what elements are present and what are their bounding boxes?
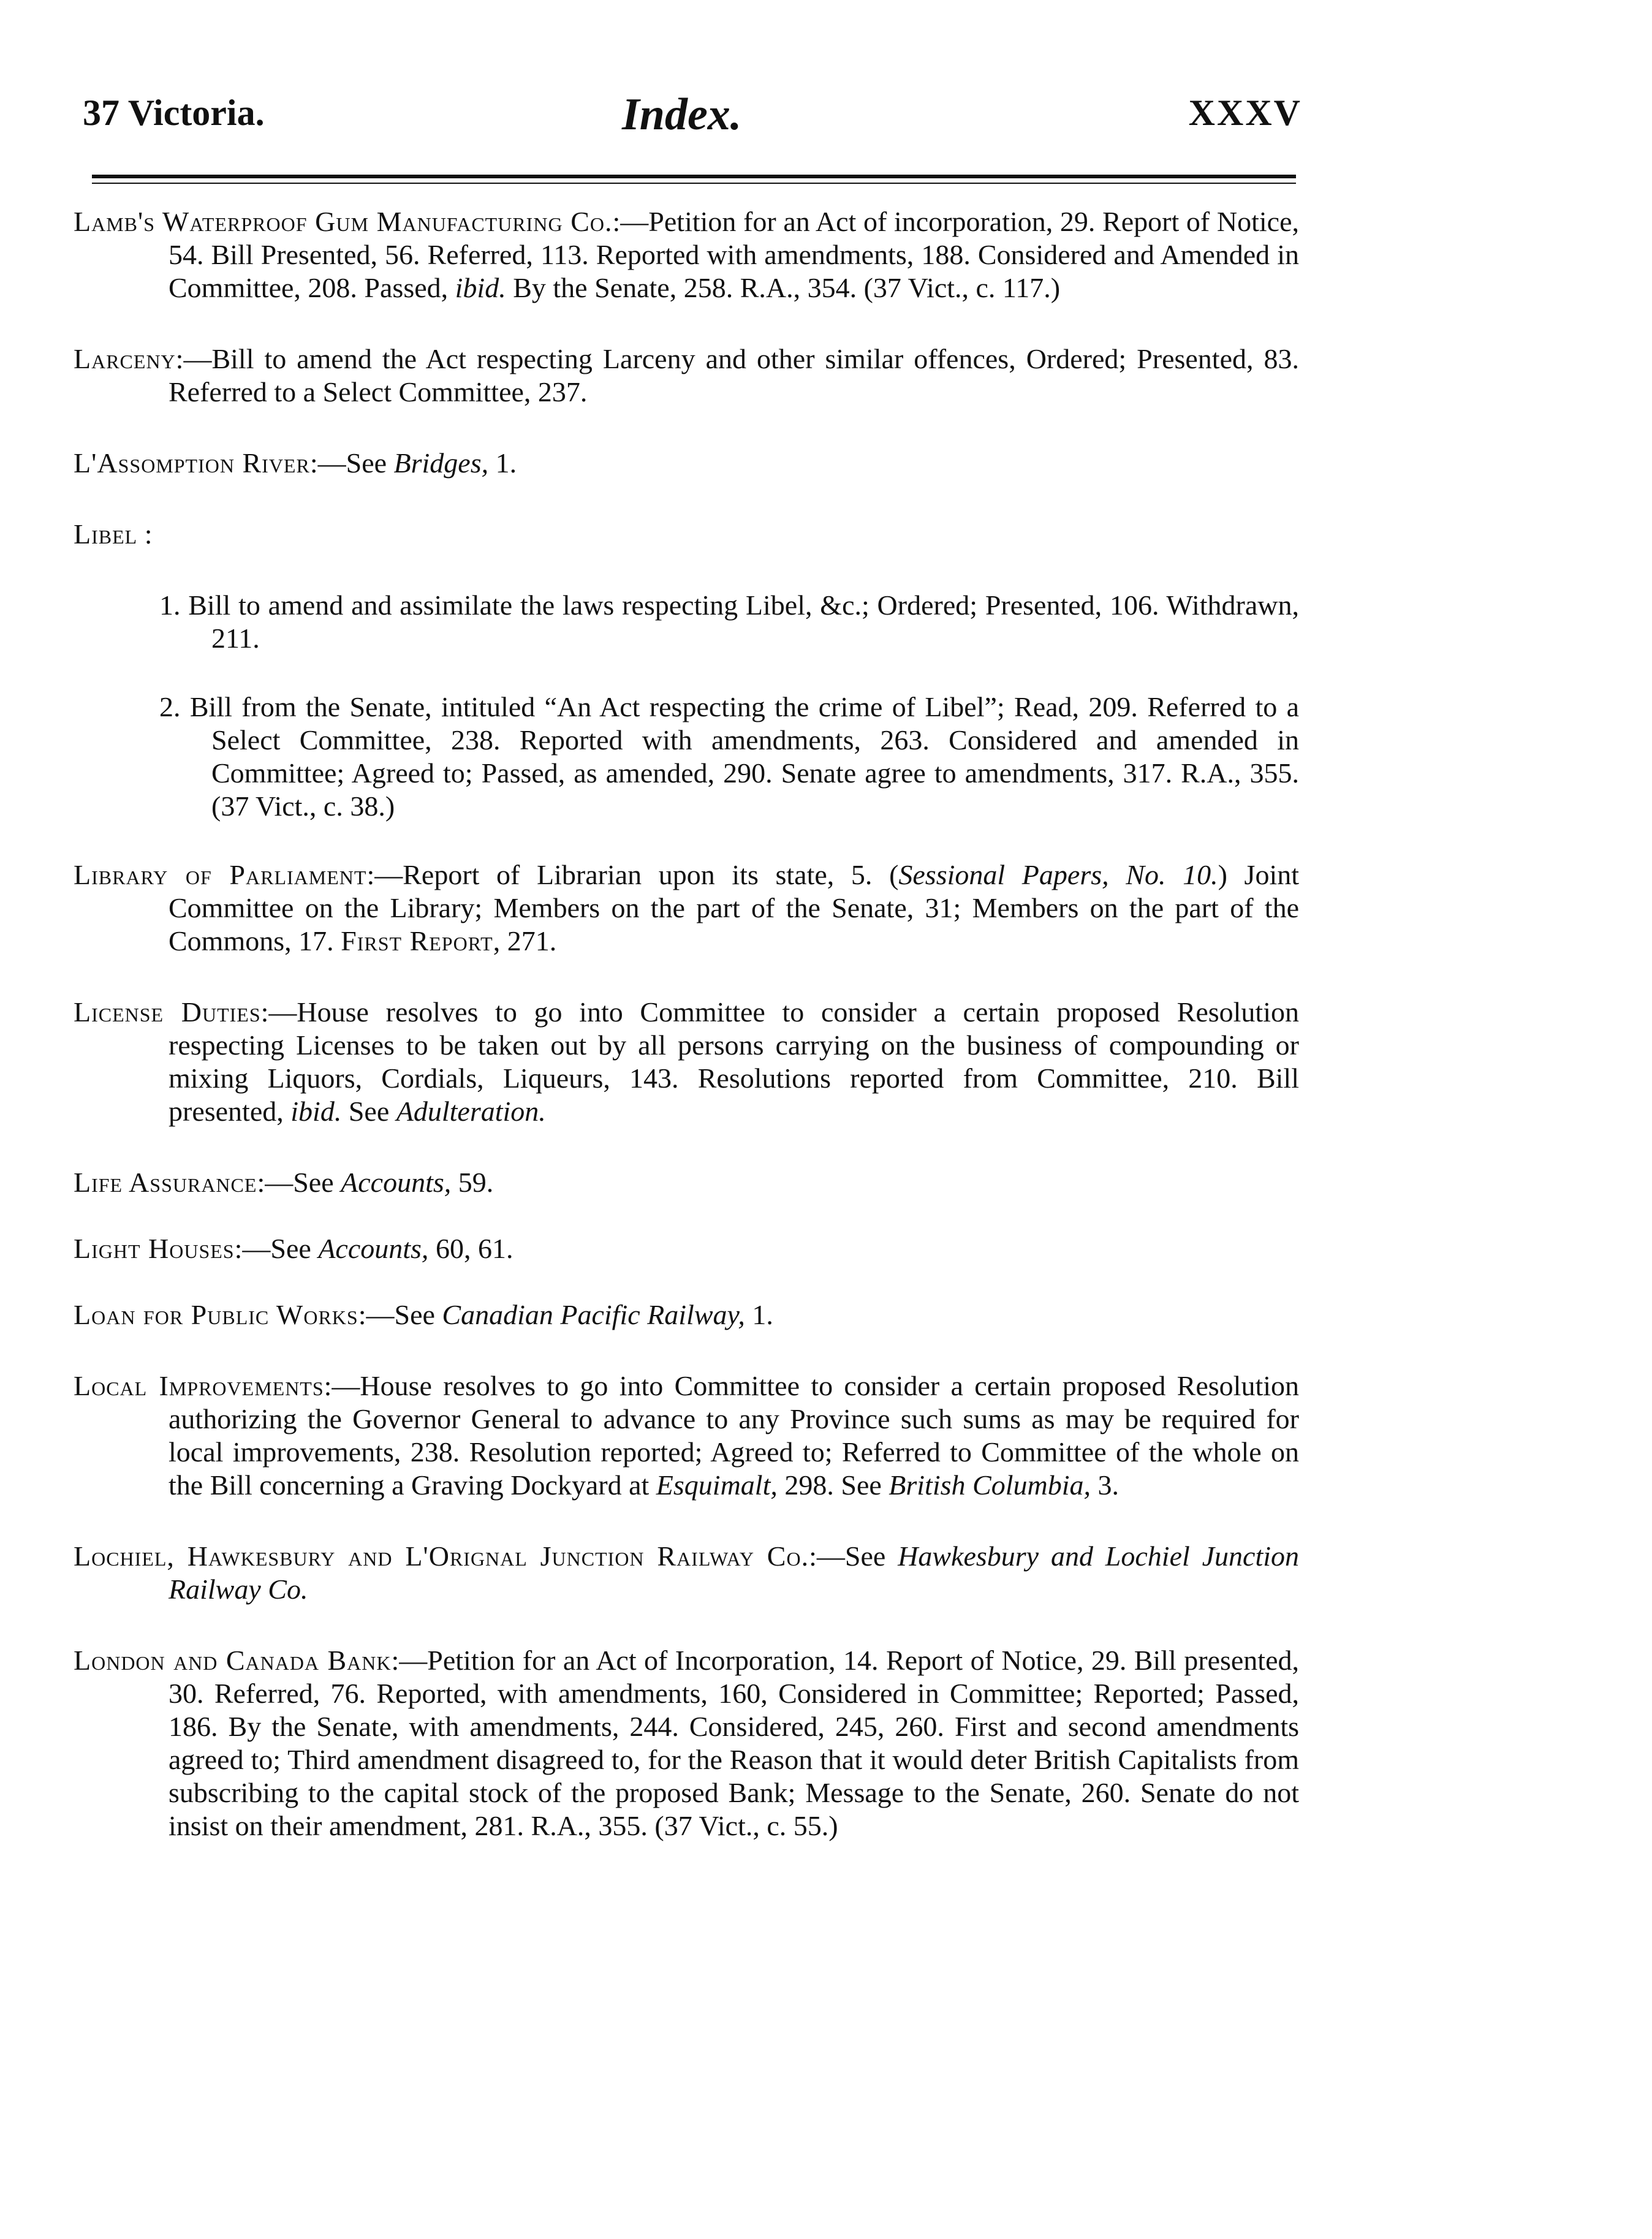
entry-ref-italic: Adulteration. (396, 1096, 546, 1127)
entry-heading: Larceny (74, 343, 176, 374)
entry-text: 298. See (777, 1469, 889, 1501)
entry-lambs-waterproof (74, 205, 1299, 305)
entry-lassomption-river (74, 447, 1299, 480)
entry-ref-italic: Accounts, (318, 1233, 429, 1264)
entry-heading: Library of Parliament (74, 859, 367, 890)
entry-ref-italic: Bridges, (393, 447, 489, 479)
page-header (83, 74, 1302, 147)
header-rule-thick (92, 175, 1296, 178)
entry-text: :—Petition for an Act of Incorporation, 14. Report of Notice, 29. Bill presented, 30. Referred, 76. Reported, with amendments, 160, Considered in Committee; Reported; Passed, 186. By the Senate, with amendments, 244. Considered, 245, 260. First and second amendments agreed to; Third amendment disagreed to, for the Reason that it would deter British Capitalists from subscribing to the capital stock of the proposed Bank; Message to the Senate, 260. Senate do not insist on their amendment, 281. R.A., 355. (37 Vict., c. 55.) (169, 1645, 1300, 1841)
entry-heading: Lamb's Waterproof Gum Manufacturing Co. (74, 206, 613, 237)
entry-text: :—Bill to amend the Act respecting Larceny and other similar offences, Ordered; Presented, 83. Referred to a Select Committee, 237. (169, 343, 1299, 407)
entry-library-of-parliament (74, 858, 1299, 958)
entry-subheading: First Report (341, 925, 493, 957)
header-title: Index. (622, 89, 742, 140)
entry-heading: License Duties (74, 996, 261, 1028)
entry-text: 59. (451, 1167, 494, 1198)
entry-text: :—See (309, 447, 394, 479)
index-entries (74, 205, 1299, 1881)
entry-heading: Loan for Public Works (74, 1299, 358, 1330)
entry-ref-italic: Canadian Pacific Railway, (442, 1299, 745, 1330)
entry-ref-italic: Esquimalt, (656, 1469, 778, 1501)
entry-text: :—See (234, 1233, 319, 1264)
entry-heading: Lochiel, Hawkesbury and L'Orignal Junction Railway Co. (74, 1540, 809, 1572)
entry-libel (74, 518, 1299, 551)
entry-loan-for-public-works (74, 1298, 1299, 1332)
entry-text: :—See (809, 1540, 898, 1572)
entry-ref-italic: ibid. (455, 272, 506, 303)
entry-ref-italic: Sessional Papers, No. 10. (898, 859, 1218, 890)
entry-text: 1. (488, 447, 517, 479)
header-rule-thin (92, 183, 1296, 184)
entry-ref-italic: ibid. (290, 1096, 342, 1127)
entry-license-duties (74, 996, 1299, 1128)
entry-lochiel-hawkesbury (74, 1540, 1299, 1606)
entry-libel-item-1: 1. Bill to amend and assimilate the laws respecting Libel, &c.; Ordered; Presented, 106. Withdrawn, 211. (159, 589, 1299, 654)
entry-heading: Libel (74, 518, 138, 550)
header-page-number: XXXV (1188, 93, 1302, 133)
entry-ref-italic: Hawkesbury and Lochiel Junction Railway Co. (169, 1540, 1299, 1605)
entry-text: 3. (1091, 1469, 1119, 1501)
entry-heading: Light Houses (74, 1233, 235, 1264)
entry-life-assurance (74, 1166, 1299, 1199)
entry-text: See (341, 1096, 396, 1127)
entry-text: 60, 61. (428, 1233, 513, 1264)
entry-heading: London and Canada Bank (74, 1645, 392, 1676)
entry-text: ) Joint Committee on the Library; Members on the part of the Senate, 31; Members on the part of the Commons, 17. (169, 859, 1300, 957)
entry-text: :—House resolves to go into Committee to consider a certain proposed Resolution authorizing the Governor General to advance to any Province such sums as may be required for local improvements, 238. Resolution reported; Agreed to; Referred to Committee of the whole on the Bill concerning a Graving Dockyard at (169, 1370, 1300, 1501)
entry-text: , 271. (493, 925, 557, 957)
entry-text: 1. (745, 1299, 773, 1330)
entry-heading: Life Assurance (74, 1167, 257, 1198)
entry-ref-italic: Accounts, (341, 1167, 452, 1198)
entry-local-improvements (74, 1370, 1299, 1502)
entry-text: :—Report of Librarian upon its state, 5. ( (366, 859, 899, 890)
entry-text: :—Petition for an Act of incorporation, 29. Report of Notice, 54. Bill Presented, 56. Referred, 113. Reported with amendments, 188. Considered and Amended in Committee, 208. Passed, (169, 206, 1300, 303)
entry-ref-italic: British Columbia, (889, 1469, 1091, 1501)
entry-light-houses (74, 1232, 1299, 1265)
entry-heading: L'Assomption River (74, 447, 310, 479)
entry-text: : (144, 518, 153, 550)
entry-libel-item-2: 2. Bill from the Senate, intituled “An Act respecting the crime of Libel”; Read, 209. Referred to a Select Committee, 238. Reported with amendments, 263. Considered and amended in Committee; Agreed to; Passed, as amended, 290. Senate agree to amendments, 317. R.A., 355. (37 Vict., c. 38.) (159, 691, 1299, 822)
entry-text: :—House resolves to go into Committee to consider a certain proposed Resolution respecting Licenses to be taken out by all persons carrying on the business of compounding or mixing Liquors, Cordials, Liqueurs, 143. Resolutions reported from Committee, 210. Bill presented, (169, 996, 1299, 1127)
entry-larceny (74, 343, 1299, 409)
entry-london-and-canada-bank (74, 1644, 1299, 1843)
entry-text: By the Senate, 258. R.A., 354. (37 Vict., c. 117.) (506, 272, 1061, 303)
entry-text: :—See (257, 1167, 341, 1198)
header-session: 37 Victoria. (83, 93, 265, 133)
entry-text: :—See (358, 1299, 442, 1330)
entry-heading: Local Improvements (74, 1370, 324, 1401)
